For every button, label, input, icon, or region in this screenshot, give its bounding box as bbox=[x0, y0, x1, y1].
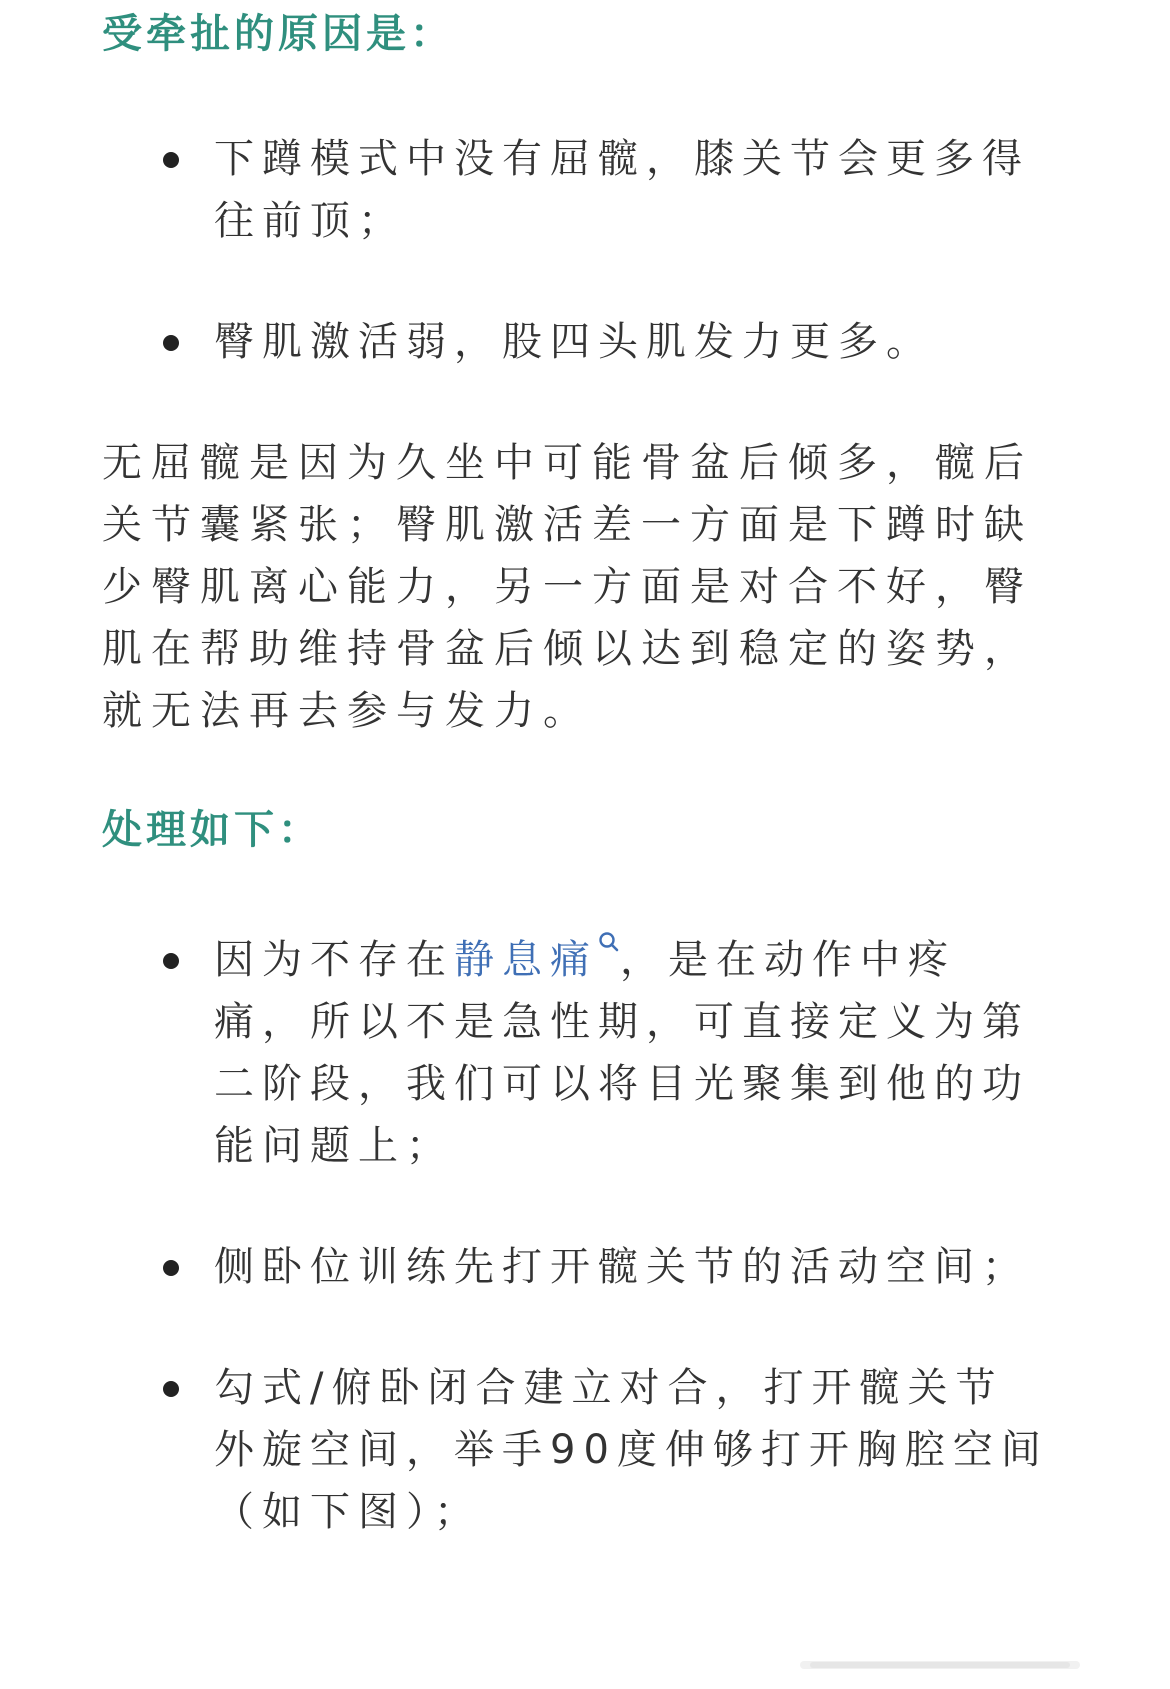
text-line: 少臀肌离心能力，另一方面是对合不好，臀 bbox=[102, 564, 1033, 610]
text-line: 二阶段，我们可以将目光聚集到他的功 bbox=[214, 1061, 1030, 1107]
text-line bbox=[214, 929, 984, 991]
text-line: 臀肌激活弱，股四头肌发力更多。 bbox=[214, 319, 934, 365]
section-heading-causes: 受牵扯的原因是： bbox=[102, 11, 454, 57]
text-line: 无屈髋是因为久坐中可能骨盆后倾多，髋后 bbox=[102, 440, 1033, 486]
keyword-link[interactable]: 静息痛 bbox=[454, 937, 598, 983]
text-line: 痛，所以不是急性期，可直接定义为第 bbox=[214, 999, 1030, 1045]
text-line: 往前顶； bbox=[214, 198, 406, 244]
list-item-text bbox=[214, 929, 1030, 1177]
text-segment: ，是在动作中疼 bbox=[620, 937, 956, 983]
text-line: 下蹲模式中没有屈髋，膝关节会更多得 bbox=[214, 136, 1030, 182]
text-line: 侧卧位训练先打开髋关节的活动空间； bbox=[214, 1244, 1030, 1290]
list-item-text bbox=[214, 311, 984, 373]
text-line: 能问题上； bbox=[214, 1123, 454, 1169]
text-segment: 因为不存在 bbox=[214, 937, 454, 983]
list-item-text bbox=[214, 128, 1030, 252]
bullet-dot-icon bbox=[163, 152, 179, 168]
text-line: 外旋空间，举手90度伸够打开胸腔空间 bbox=[214, 1427, 1049, 1473]
section-heading-treatment: 处理如下： bbox=[102, 807, 322, 853]
search-icon[interactable] bbox=[598, 931, 620, 957]
bullet-dot-icon bbox=[163, 335, 179, 351]
list-item-text bbox=[214, 1357, 1049, 1543]
scroll-indicator bbox=[800, 1655, 1080, 1675]
text-line: 关节囊紧张；臀肌激活差一方面是下蹲时缺 bbox=[102, 502, 1033, 548]
text-line: 勾式/俯卧闭合建立对合，打开髋关节 bbox=[214, 1365, 1004, 1411]
bullet-dot-icon bbox=[163, 953, 179, 969]
text-line: 肌在帮助维持骨盆后倾以达到稳定的姿势， bbox=[102, 626, 1033, 672]
bullet-dot-icon bbox=[163, 1260, 179, 1276]
text-line: （如下图）； bbox=[214, 1489, 482, 1535]
text-line: 就无法再去参与发力。 bbox=[102, 688, 592, 734]
list-item-text bbox=[214, 1236, 1030, 1298]
bullet-dot-icon bbox=[163, 1381, 179, 1397]
body-paragraph bbox=[102, 432, 1033, 742]
